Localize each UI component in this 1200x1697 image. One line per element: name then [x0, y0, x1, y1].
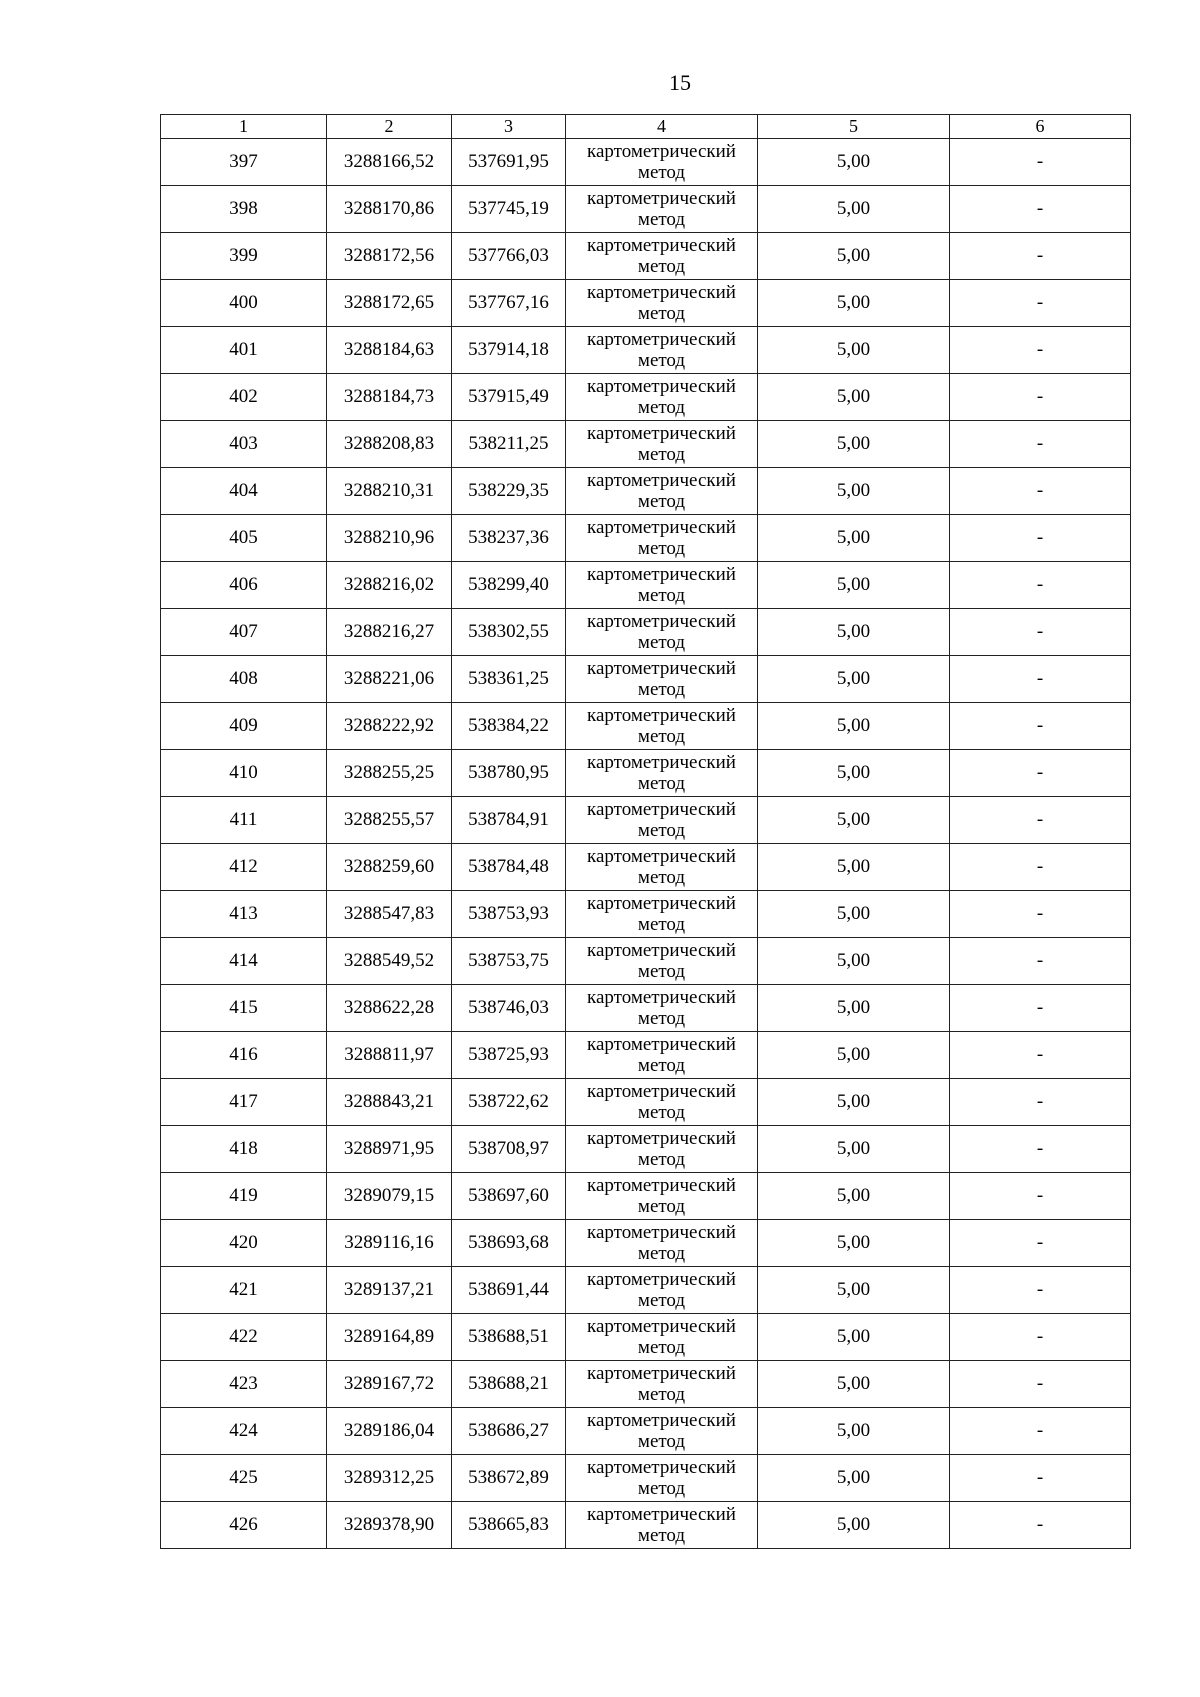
x-coordinate-cell: 3288622,28 [327, 985, 452, 1032]
method-text: метод [637, 1102, 686, 1123]
method-text: метод [637, 867, 686, 888]
method-cell [566, 374, 758, 421]
method-text: картометрический [587, 1222, 736, 1243]
method-text: метод [637, 1008, 686, 1029]
method-text: картометрический [587, 564, 736, 585]
note-cell: - [950, 280, 1131, 327]
method-text: картометрический [587, 987, 736, 1008]
method-text: метод [637, 444, 686, 465]
x-coordinate-cell: 3289378,90 [327, 1502, 452, 1549]
accuracy-cell: 5,00 [758, 1314, 950, 1361]
method-text: картометрический [587, 376, 736, 397]
note-cell: - [950, 468, 1131, 515]
method-text: картометрический [587, 799, 736, 820]
note-cell: - [950, 1173, 1131, 1220]
y-coordinate-cell: 538691,44 [452, 1267, 566, 1314]
column-number-row [161, 115, 1131, 139]
method-text: картометрический [587, 1128, 736, 1149]
method-text: картометрический [587, 752, 736, 773]
point-number-cell: 414 [161, 938, 327, 985]
note-cell: - [950, 750, 1131, 797]
table-row [161, 139, 1131, 186]
note-cell: - [950, 421, 1131, 468]
y-coordinate-cell: 538753,75 [452, 938, 566, 985]
y-coordinate-cell: 538211,25 [452, 421, 566, 468]
method-text: картометрический [587, 893, 736, 914]
y-coordinate-cell: 537915,49 [452, 374, 566, 421]
table-row [161, 844, 1131, 891]
accuracy-cell: 5,00 [758, 1408, 950, 1455]
accuracy-cell: 5,00 [758, 1267, 950, 1314]
y-coordinate-cell: 538302,55 [452, 609, 566, 656]
y-coordinate-cell: 538725,93 [452, 1032, 566, 1079]
table-row [161, 1220, 1131, 1267]
accuracy-cell: 5,00 [758, 891, 950, 938]
note-cell: - [950, 233, 1131, 280]
y-coordinate-cell: 538688,21 [452, 1361, 566, 1408]
method-cell [566, 280, 758, 327]
accuracy-cell: 5,00 [758, 609, 950, 656]
method-text: метод [637, 679, 686, 700]
method-text: картометрический [587, 141, 736, 162]
accuracy-cell: 5,00 [758, 139, 950, 186]
method-text: метод [637, 162, 686, 183]
table-row [161, 468, 1131, 515]
x-coordinate-cell: 3289186,04 [327, 1408, 452, 1455]
point-number-cell: 409 [161, 703, 327, 750]
note-cell: - [950, 186, 1131, 233]
note-cell: - [950, 1455, 1131, 1502]
page-number: 15 [669, 70, 691, 95]
y-coordinate-cell: 538672,89 [452, 1455, 566, 1502]
table-row [161, 1126, 1131, 1173]
coordinates-table [160, 114, 1131, 1549]
table-row [161, 1408, 1131, 1455]
note-cell: - [950, 1314, 1131, 1361]
point-number-cell: 416 [161, 1032, 327, 1079]
method-cell [566, 1079, 758, 1126]
method-text: картометрический [587, 846, 736, 867]
y-coordinate-cell: 538299,40 [452, 562, 566, 609]
accuracy-cell: 5,00 [758, 421, 950, 468]
point-number-cell: 418 [161, 1126, 327, 1173]
x-coordinate-cell: 3288216,27 [327, 609, 452, 656]
point-number-cell: 399 [161, 233, 327, 280]
note-cell: - [950, 844, 1131, 891]
method-text: картометрический [587, 517, 736, 538]
method-text: картометрический [587, 329, 736, 350]
x-coordinate-cell: 3289164,89 [327, 1314, 452, 1361]
method-cell [566, 1220, 758, 1267]
method-text: картометрический [587, 1457, 736, 1478]
method-cell [566, 562, 758, 609]
table-row [161, 1032, 1131, 1079]
point-number-cell: 420 [161, 1220, 327, 1267]
method-text: картометрический [587, 1269, 736, 1290]
method-text: картометрический [587, 1363, 736, 1384]
x-coordinate-cell: 3289116,16 [327, 1220, 452, 1267]
note-cell: - [950, 327, 1131, 374]
y-coordinate-cell: 537914,18 [452, 327, 566, 374]
point-number-cell: 411 [161, 797, 327, 844]
accuracy-cell: 5,00 [758, 233, 950, 280]
x-coordinate-cell: 3288166,52 [327, 139, 452, 186]
table-row [161, 891, 1131, 938]
x-coordinate-cell: 3288549,52 [327, 938, 452, 985]
y-coordinate-cell: 538697,60 [452, 1173, 566, 1220]
table-row [161, 233, 1131, 280]
method-text: картометрический [587, 940, 736, 961]
method-cell [566, 515, 758, 562]
method-text: метод [637, 773, 686, 794]
method-text: картометрический [587, 1034, 736, 1055]
accuracy-cell: 5,00 [758, 1502, 950, 1549]
method-text: метод [637, 1384, 686, 1405]
note-cell: - [950, 374, 1131, 421]
table-row [161, 280, 1131, 327]
point-number-cell: 426 [161, 1502, 327, 1549]
y-coordinate-cell: 538708,97 [452, 1126, 566, 1173]
method-text: метод [637, 1431, 686, 1452]
accuracy-cell: 5,00 [758, 844, 950, 891]
point-number-cell: 425 [161, 1455, 327, 1502]
accuracy-cell: 5,00 [758, 938, 950, 985]
method-cell [566, 233, 758, 280]
x-coordinate-cell: 3288216,02 [327, 562, 452, 609]
x-coordinate-cell: 3288971,95 [327, 1126, 452, 1173]
method-text: картометрический [587, 1316, 736, 1337]
method-text: метод [637, 961, 686, 982]
x-coordinate-cell: 3288255,25 [327, 750, 452, 797]
point-number-cell: 424 [161, 1408, 327, 1455]
x-coordinate-cell: 3288222,92 [327, 703, 452, 750]
y-coordinate-cell: 538665,83 [452, 1502, 566, 1549]
method-text: метод [637, 1525, 686, 1546]
y-coordinate-cell: 537767,16 [452, 280, 566, 327]
method-cell [566, 609, 758, 656]
method-cell [566, 468, 758, 515]
point-number-cell: 406 [161, 562, 327, 609]
note-cell: - [950, 1267, 1131, 1314]
method-text: картометрический [587, 1175, 736, 1196]
method-cell [566, 1455, 758, 1502]
x-coordinate-cell: 3288184,73 [327, 374, 452, 421]
method-text: картометрический [587, 188, 736, 209]
accuracy-cell: 5,00 [758, 515, 950, 562]
x-coordinate-cell: 3288184,63 [327, 327, 452, 374]
method-cell [566, 891, 758, 938]
y-coordinate-cell: 538784,48 [452, 844, 566, 891]
point-number-cell: 412 [161, 844, 327, 891]
method-cell [566, 186, 758, 233]
note-cell: - [950, 139, 1131, 186]
method-text: метод [637, 397, 686, 418]
point-number-cell: 413 [161, 891, 327, 938]
table-row [161, 515, 1131, 562]
column-header: 5 [758, 115, 950, 139]
y-coordinate-cell: 537766,03 [452, 233, 566, 280]
method-text: метод [637, 209, 686, 230]
y-coordinate-cell: 537691,95 [452, 139, 566, 186]
y-coordinate-cell: 538746,03 [452, 985, 566, 1032]
table-row [161, 1314, 1131, 1361]
table-row [161, 1455, 1131, 1502]
accuracy-cell: 5,00 [758, 1032, 950, 1079]
accuracy-cell: 5,00 [758, 797, 950, 844]
method-text: метод [637, 1337, 686, 1358]
accuracy-cell: 5,00 [758, 1173, 950, 1220]
method-text: метод [637, 303, 686, 324]
table-row [161, 1079, 1131, 1126]
note-cell: - [950, 609, 1131, 656]
x-coordinate-cell: 3289079,15 [327, 1173, 452, 1220]
table-row [161, 1361, 1131, 1408]
method-cell [566, 938, 758, 985]
accuracy-cell: 5,00 [758, 327, 950, 374]
method-text: картометрический [587, 1504, 736, 1525]
method-text: картометрический [587, 470, 736, 491]
note-cell: - [950, 1079, 1131, 1126]
accuracy-cell: 5,00 [758, 562, 950, 609]
accuracy-cell: 5,00 [758, 1361, 950, 1408]
y-coordinate-cell: 538361,25 [452, 656, 566, 703]
point-number-cell: 400 [161, 280, 327, 327]
point-number-cell: 401 [161, 327, 327, 374]
method-text: метод [637, 632, 686, 653]
method-text: метод [637, 820, 686, 841]
y-coordinate-cell: 538753,93 [452, 891, 566, 938]
accuracy-cell: 5,00 [758, 468, 950, 515]
method-cell [566, 1361, 758, 1408]
note-cell: - [950, 938, 1131, 985]
x-coordinate-cell: 3288255,57 [327, 797, 452, 844]
y-coordinate-cell: 538237,36 [452, 515, 566, 562]
point-number-cell: 419 [161, 1173, 327, 1220]
point-number-cell: 405 [161, 515, 327, 562]
x-coordinate-cell: 3288170,86 [327, 186, 452, 233]
y-coordinate-cell: 538686,27 [452, 1408, 566, 1455]
accuracy-cell: 5,00 [758, 703, 950, 750]
method-text: метод [637, 914, 686, 935]
table-row [161, 1173, 1131, 1220]
table-row [161, 797, 1131, 844]
method-cell [566, 750, 758, 797]
method-text: картометрический [587, 705, 736, 726]
method-cell [566, 703, 758, 750]
accuracy-cell: 5,00 [758, 1126, 950, 1173]
method-cell [566, 327, 758, 374]
method-text: метод [637, 585, 686, 606]
y-coordinate-cell: 538780,95 [452, 750, 566, 797]
method-cell [566, 656, 758, 703]
x-coordinate-cell: 3288259,60 [327, 844, 452, 891]
column-header: 4 [566, 115, 758, 139]
note-cell: - [950, 1032, 1131, 1079]
y-coordinate-cell: 538688,51 [452, 1314, 566, 1361]
point-number-cell: 417 [161, 1079, 327, 1126]
method-text: метод [637, 1149, 686, 1170]
point-number-cell: 397 [161, 139, 327, 186]
x-coordinate-cell: 3288208,83 [327, 421, 452, 468]
note-cell: - [950, 1220, 1131, 1267]
y-coordinate-cell: 538722,62 [452, 1079, 566, 1126]
point-number-cell: 410 [161, 750, 327, 797]
note-cell: - [950, 891, 1131, 938]
table-row [161, 985, 1131, 1032]
y-coordinate-cell: 538229,35 [452, 468, 566, 515]
table-row [161, 562, 1131, 609]
point-number-cell: 404 [161, 468, 327, 515]
accuracy-cell: 5,00 [758, 1220, 950, 1267]
x-coordinate-cell: 3288221,06 [327, 656, 452, 703]
x-coordinate-cell: 3288811,97 [327, 1032, 452, 1079]
method-text: метод [637, 1055, 686, 1076]
note-cell: - [950, 562, 1131, 609]
accuracy-cell: 5,00 [758, 186, 950, 233]
accuracy-cell: 5,00 [758, 985, 950, 1032]
y-coordinate-cell: 538693,68 [452, 1220, 566, 1267]
table-body [161, 115, 1131, 1549]
column-header: 3 [452, 115, 566, 139]
method-cell [566, 1408, 758, 1455]
x-coordinate-cell: 3288172,65 [327, 280, 452, 327]
accuracy-cell: 5,00 [758, 656, 950, 703]
method-cell [566, 421, 758, 468]
method-text: метод [637, 1290, 686, 1311]
note-cell: - [950, 797, 1131, 844]
note-cell: - [950, 985, 1131, 1032]
table-row [161, 1502, 1131, 1549]
method-cell [566, 1032, 758, 1079]
table-row [161, 421, 1131, 468]
method-text: картометрический [587, 282, 736, 303]
x-coordinate-cell: 3289312,25 [327, 1455, 452, 1502]
point-number-cell: 422 [161, 1314, 327, 1361]
note-cell: - [950, 656, 1131, 703]
method-text: картометрический [587, 658, 736, 679]
x-coordinate-cell: 3288843,21 [327, 1079, 452, 1126]
y-coordinate-cell: 538384,22 [452, 703, 566, 750]
note-cell: - [950, 1408, 1131, 1455]
point-number-cell: 423 [161, 1361, 327, 1408]
x-coordinate-cell: 3289167,72 [327, 1361, 452, 1408]
table-row [161, 703, 1131, 750]
x-coordinate-cell: 3288210,96 [327, 515, 452, 562]
table-row [161, 656, 1131, 703]
method-text: метод [637, 726, 686, 747]
accuracy-cell: 5,00 [758, 374, 950, 421]
method-cell [566, 139, 758, 186]
method-text: картометрический [587, 1081, 736, 1102]
table-row [161, 186, 1131, 233]
method-cell [566, 985, 758, 1032]
table-row [161, 1267, 1131, 1314]
column-header: 1 [161, 115, 327, 139]
method-cell [566, 1173, 758, 1220]
note-cell: - [950, 703, 1131, 750]
method-text: метод [637, 350, 686, 371]
point-number-cell: 415 [161, 985, 327, 1032]
column-header: 6 [950, 115, 1131, 139]
point-number-cell: 421 [161, 1267, 327, 1314]
table-row [161, 938, 1131, 985]
table-row [161, 609, 1131, 656]
point-number-cell: 403 [161, 421, 327, 468]
accuracy-cell: 5,00 [758, 1455, 950, 1502]
method-cell [566, 1314, 758, 1361]
method-text: картометрический [587, 611, 736, 632]
accuracy-cell: 5,00 [758, 750, 950, 797]
accuracy-cell: 5,00 [758, 1079, 950, 1126]
method-text: метод [637, 1243, 686, 1264]
y-coordinate-cell: 537745,19 [452, 186, 566, 233]
x-coordinate-cell: 3289137,21 [327, 1267, 452, 1314]
method-text: картометрический [587, 423, 736, 444]
method-text: метод [637, 1478, 686, 1499]
point-number-cell: 407 [161, 609, 327, 656]
note-cell: - [950, 515, 1131, 562]
accuracy-cell: 5,00 [758, 280, 950, 327]
method-cell [566, 1126, 758, 1173]
method-text: картометрический [587, 235, 736, 256]
method-cell [566, 1502, 758, 1549]
method-text: метод [637, 491, 686, 512]
method-cell [566, 844, 758, 891]
note-cell: - [950, 1502, 1131, 1549]
method-text: метод [637, 538, 686, 559]
point-number-cell: 408 [161, 656, 327, 703]
method-text: метод [637, 1196, 686, 1217]
method-cell [566, 1267, 758, 1314]
table-row [161, 750, 1131, 797]
column-header: 2 [327, 115, 452, 139]
method-cell [566, 797, 758, 844]
y-coordinate-cell: 538784,91 [452, 797, 566, 844]
table-row [161, 374, 1131, 421]
method-text: метод [637, 256, 686, 277]
x-coordinate-cell: 3288210,31 [327, 468, 452, 515]
note-cell: - [950, 1361, 1131, 1408]
point-number-cell: 398 [161, 186, 327, 233]
method-text: картометрический [587, 1410, 736, 1431]
note-cell: - [950, 1126, 1131, 1173]
table-row [161, 327, 1131, 374]
x-coordinate-cell: 3288547,83 [327, 891, 452, 938]
point-number-cell: 402 [161, 374, 327, 421]
x-coordinate-cell: 3288172,56 [327, 233, 452, 280]
